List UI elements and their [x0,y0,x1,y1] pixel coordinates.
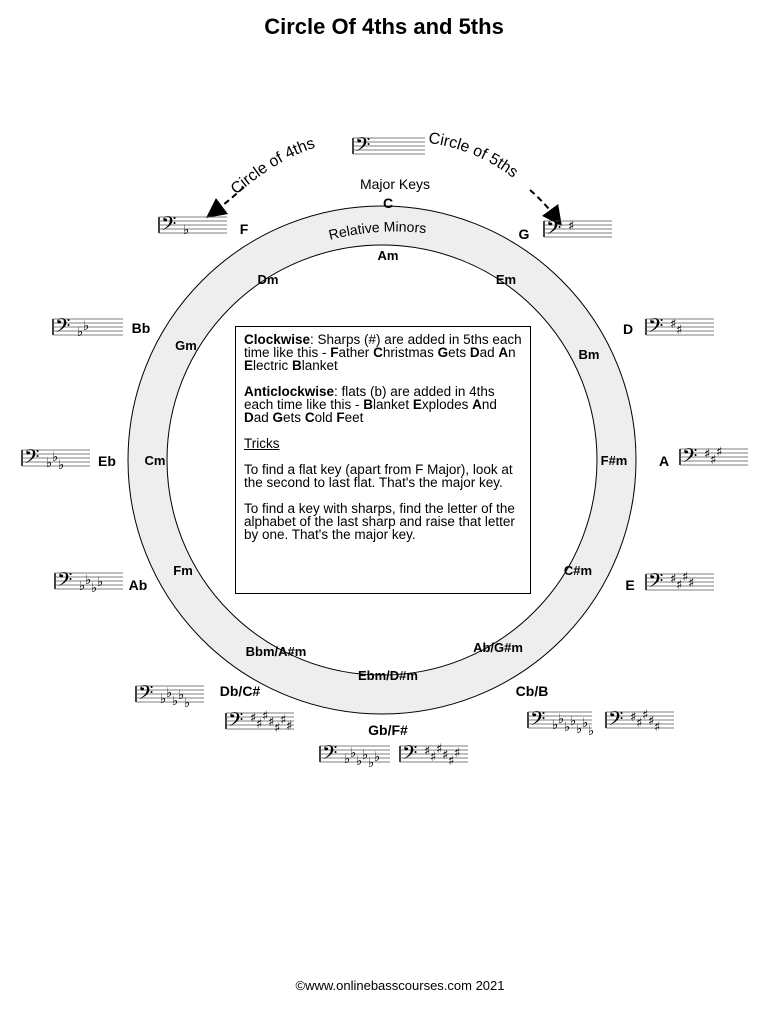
sharp-icon: ♯ [568,219,575,234]
clockwise-word-rest: ad [479,345,499,360]
flat-icon: ♭ [350,746,357,761]
anticlockwise-initial: C [304,410,315,425]
minor-key-label: Gm [175,338,197,353]
key-signature-stave [680,444,748,472]
anticlockwise-word-rest: xplodes [421,397,473,412]
anticlockwise-heading: Anticlockwise [244,384,335,399]
bass-clef-icon: 𝄢 [161,212,177,240]
anticlockwise-initial: E [412,397,422,412]
flat-icon: ♭ [356,754,363,769]
sharp-icon: ♯ [442,748,449,763]
sharp-icon: ♯ [448,754,455,769]
clockwise-paragraph [244,333,522,372]
anticlockwise-initial: F [336,410,345,425]
bass-clef-icon: 𝄢 [138,681,154,709]
minor-key-label: C#m [563,563,593,578]
major-key-label: Gb/F# [368,722,408,738]
sharp-icon: ♯ [262,709,269,724]
clockwise-initial: A [498,345,509,360]
flat-icon: ♭ [85,573,92,588]
minor-key-label: Bbm/A#m [245,644,307,659]
clockwise-initial: G [437,345,449,360]
bass-clef-icon: 𝄢 [355,133,371,161]
minor-key-label: Cm [144,453,166,468]
major-key-label: Db/C# [219,683,261,699]
minor-key-label: Em [495,272,517,287]
clockwise-text: : Sharps (#) are added in 5ths each time like this - [244,332,522,360]
clockwise-initial: C [373,345,383,360]
relative-minors-label: Relative Minors [326,218,428,243]
clockwise-word-rest: lanket [301,358,338,373]
anticlockwise-initial: D [244,410,254,425]
anticlockwise-word-rest: lanket [373,397,413,412]
flat-icon: ♭ [552,718,559,733]
major-key-label: G [518,226,530,242]
key-signature-stave [606,707,674,735]
clockwise-arrow [530,190,556,218]
clockwise-initial: D [469,345,480,360]
sharp-icon: ♯ [654,720,661,735]
major-key-label: F [239,221,249,237]
key-signature-stave [646,314,714,342]
clockwise-word-rest: ets [448,345,470,360]
anticlockwise-text: : flats (b) are added in 4ths each time like this - [244,384,495,412]
clockwise-initial: F [330,345,339,360]
bass-clef-icon: 𝄢 [55,314,71,342]
sharp-icon: ♯ [280,713,287,728]
clockwise-word-rest: ather [338,345,374,360]
sharp-icon: ♯ [454,746,461,761]
flat-icon: ♭ [374,750,381,765]
sharp-icon: ♯ [630,710,637,725]
key-signature-stave [646,569,714,597]
sharp-icon: ♯ [286,719,293,734]
minor-key-label: Bm [578,347,600,362]
major-key-label: Ab [128,577,148,593]
key-signature-stave [159,212,227,240]
flat-icon: ♭ [368,756,375,771]
major-key-label: Bb [131,320,151,336]
flat-icon: ♭ [344,752,351,767]
flat-icon: ♭ [183,223,190,238]
flat-icon: ♭ [52,450,59,465]
bass-clef-icon: 𝄢 [546,216,562,244]
anticlockwise-initial: A [472,397,482,412]
bass-clef-icon: 𝄢 [402,741,418,769]
flat-icon: ♭ [58,458,65,473]
clockwise-initial: B [292,358,302,373]
anticlockwise-arrow [214,187,244,212]
bass-clef-icon: 𝄢 [682,444,698,472]
sharp-icon: ♯ [256,717,263,732]
key-signature-stave [53,314,123,342]
bass-clef-icon: 𝄢 [24,445,40,473]
minor-key-label: Ab/G#m [473,640,523,655]
key-signature-stave [400,741,468,769]
circle-of-5ths-label: Circle of 5ths [427,130,522,182]
sharp-icon: ♯ [648,714,655,729]
sharp-icon: ♯ [268,715,275,730]
flat-icon: ♭ [97,575,104,590]
minor-key-label: Am [377,248,399,263]
bass-clef-icon: 𝄢 [322,741,338,769]
sharp-icon: ♯ [636,716,643,731]
sharp-icon: ♯ [250,711,257,726]
major-key-label: D [622,321,634,337]
key-signature-stave [528,707,594,739]
instructions-box [235,326,531,594]
flat-icon: ♭ [166,686,173,701]
flat-icon: ♭ [588,724,595,739]
sharp-icon: ♯ [704,447,711,462]
sharp-icon: ♯ [670,317,677,332]
trick-2: To find a key with sharps, find the letter of the alphabet of the last sharp and raise that letter by one. That's the major key. [244,501,515,542]
major-key-label: A [658,453,670,469]
sharp-icon: ♯ [274,721,281,736]
clockwise-word-rest: lectric [253,358,293,373]
minor-key-label: Dm [257,272,279,287]
flat-icon: ♭ [558,712,565,727]
clockwise-heading: Clockwise [244,332,311,347]
key-signature-stave [226,708,294,736]
flat-icon: ♭ [172,694,179,709]
major-key-label: Cb/B [515,683,549,699]
minor-key-label: F#m [600,453,628,468]
minor-key-label: Ebm/D#m [358,668,418,683]
sharp-icon: ♯ [676,323,683,338]
sharp-icon: ♯ [430,750,437,765]
key-signature-stave [55,568,123,596]
major-keys-label: Major Keys [359,176,431,192]
major-key-label: C [382,195,394,211]
bass-clef-icon: 𝄢 [57,568,73,596]
circle-of-4ths-label: Circle of 4ths [227,135,317,198]
flat-icon: ♭ [83,319,90,334]
major-key-label: E [625,577,635,593]
flat-icon: ♭ [91,581,98,596]
bass-clef-icon: 𝄢 [648,314,664,342]
footer-copyright: ©www.onlinebasscourses.com 2021 [295,978,505,993]
tricks-heading [244,437,522,450]
page-title: Circle Of 4ths and 5ths [264,14,504,39]
sharp-icon: ♯ [642,708,649,723]
sharp-icon: ♯ [710,453,717,468]
flat-icon: ♭ [564,720,571,735]
anticlockwise-word-rest: old [314,410,337,425]
bass-clef-icon: 𝄢 [530,707,546,735]
bass-clef-icon: 𝄢 [608,707,624,735]
major-key-label: Eb [98,453,116,469]
sharp-icon: ♯ [676,578,683,593]
anticlockwise-word-rest: eet [344,410,364,425]
sharp-icon: ♯ [682,570,689,585]
anticlockwise-word-rest: nd [481,397,497,412]
flat-icon: ♭ [77,325,84,340]
flat-icon: ♭ [79,579,86,594]
minor-key-label: Fm [173,563,193,578]
sharp-icon: ♯ [424,744,431,759]
sharp-icon: ♯ [688,576,695,591]
clockwise-initial: E [244,358,254,373]
key-signature-stave [353,133,425,161]
sharp-icon: ♯ [436,742,443,757]
bass-clef-icon: 𝄢 [228,708,244,736]
anticlockwise-word-rest: ets [283,410,305,425]
anticlockwise-initial: G [272,410,284,425]
flat-icon: ♭ [46,456,53,471]
flat-icon: ♭ [570,714,577,729]
flat-icon: ♭ [178,688,185,703]
sharp-icon: ♯ [670,572,677,587]
clockwise-word-rest: hristmas [382,345,438,360]
trick-1: To find a flat key (apart from F Major), look at the second to last flat. That's the major key. [244,462,513,490]
tricks-heading-text: Tricks [244,436,280,451]
flat-icon: ♭ [160,692,167,707]
anticlockwise-initial: B [363,397,374,412]
flat-icon: ♭ [576,722,583,737]
bass-clef-icon: 𝄢 [648,569,664,597]
anticlockwise-word-rest: ad [253,410,273,425]
flat-icon: ♭ [582,716,589,731]
key-signature-stave [22,445,90,473]
key-signature-stave [320,741,390,771]
flat-icon: ♭ [184,696,191,711]
clockwise-word-rest: n [508,345,516,360]
sharp-icon: ♯ [716,445,723,460]
key-signature-stave [544,216,612,244]
anticlockwise-paragraph [244,385,522,424]
key-signature-stave [136,681,204,711]
flat-icon: ♭ [362,748,369,763]
